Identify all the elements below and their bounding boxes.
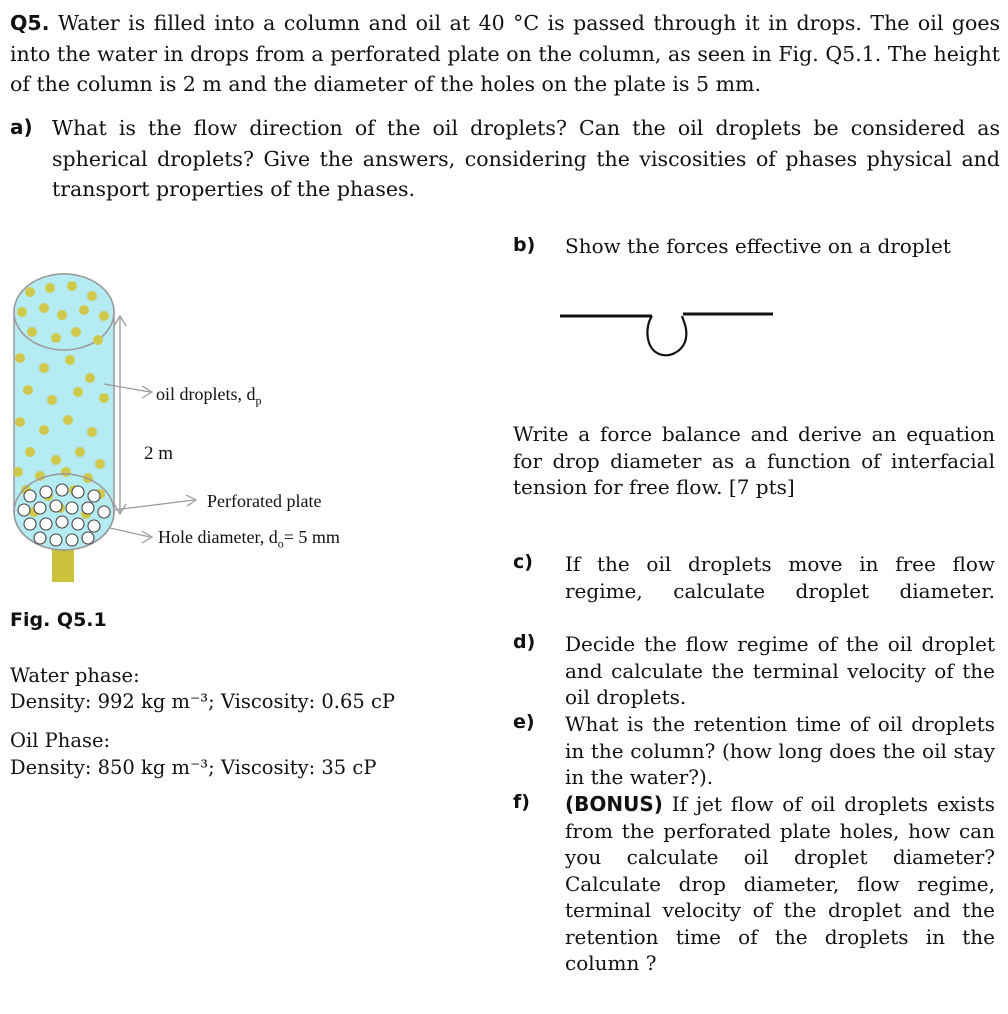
water-phase-title: Water phase:: [10, 664, 140, 687]
part-e-text: What is the retention time of oil droplets in the column? (how long does the oil stay in the water?).: [565, 712, 995, 789]
figure-caption: Fig. Q5.1: [10, 609, 107, 631]
part-f-label: f): [513, 791, 530, 813]
height-arrow: [114, 316, 126, 514]
part-d-text: Decide the flow regime of the oil droplet and calculate the terminal velocity of the oil droplets.: [565, 632, 995, 709]
part-c-label: c): [513, 551, 533, 573]
part-a-label: a): [10, 115, 33, 139]
oil-phase-title: Oil Phase:: [10, 729, 111, 752]
label-hole-prefix: Hole diameter, d: [158, 527, 278, 547]
question-intro-text: Water is filled into a column and oil at 40 °C is passed through it in drops. The oil goes into the water in drops from a perforated plate on the column, as seen in Fig. Q5.1. The height of the column is 2 m and the diameter of the holes on the plate is 5 mm.: [10, 11, 1000, 96]
label-hole-value: = 5 mm: [283, 527, 340, 547]
label-hole-diameter: [158, 527, 340, 552]
water-phase-values: Density: 992 kg m⁻³; Viscosity: 0.65 cP: [10, 690, 396, 713]
oil-phase-values: Density: 850 kg m⁻³; Viscosity: 35 cP: [10, 756, 377, 779]
label-oil-droplets: [156, 384, 262, 409]
question-number: Q5.: [10, 11, 50, 35]
hanging-droplet: [647, 316, 686, 355]
question-intro: [10, 8, 1000, 100]
label-oil-droplets-text: oil droplets, d: [156, 384, 256, 404]
label-hole-sub: o: [277, 536, 284, 551]
part-a-text: What is the flow direction of the oil droplets? Can the oil droplets be considered as spherical droplets? Give the answers, considering the viscosities of phases physical and transport properties of the phases.: [52, 116, 1000, 201]
part-c-text: If the oil droplets move in free flow regime, calculate droplet diameter.: [565, 552, 995, 603]
part-b-text: Show the forces effective on a droplet: [565, 234, 951, 258]
part-f-body: If jet flow of oil droplets exists from the perforated plate holes, how can you calculate oil droplet diameter? Calculate drop diameter, flow regime, terminal velocity of the droplet and the retention time of the droplets in the column ?: [565, 792, 995, 975]
part-b-followup: Write a force balance and derive an equation for drop diameter as a function of interfacial tension for free flow. [7 pts]: [513, 422, 995, 499]
part-b-label: b): [513, 234, 536, 256]
label-perforated-plate: Perforated plate: [207, 491, 322, 511]
part-f-bonus: (BONUS): [565, 792, 663, 816]
label-oil-droplets-sub: p: [255, 393, 262, 408]
part-f-text: [565, 791, 995, 977]
part-e-label: e): [513, 711, 535, 733]
droplet-diagram: [555, 300, 780, 370]
part-d-label: d): [513, 631, 536, 653]
label-height: 2 m: [144, 443, 174, 464]
